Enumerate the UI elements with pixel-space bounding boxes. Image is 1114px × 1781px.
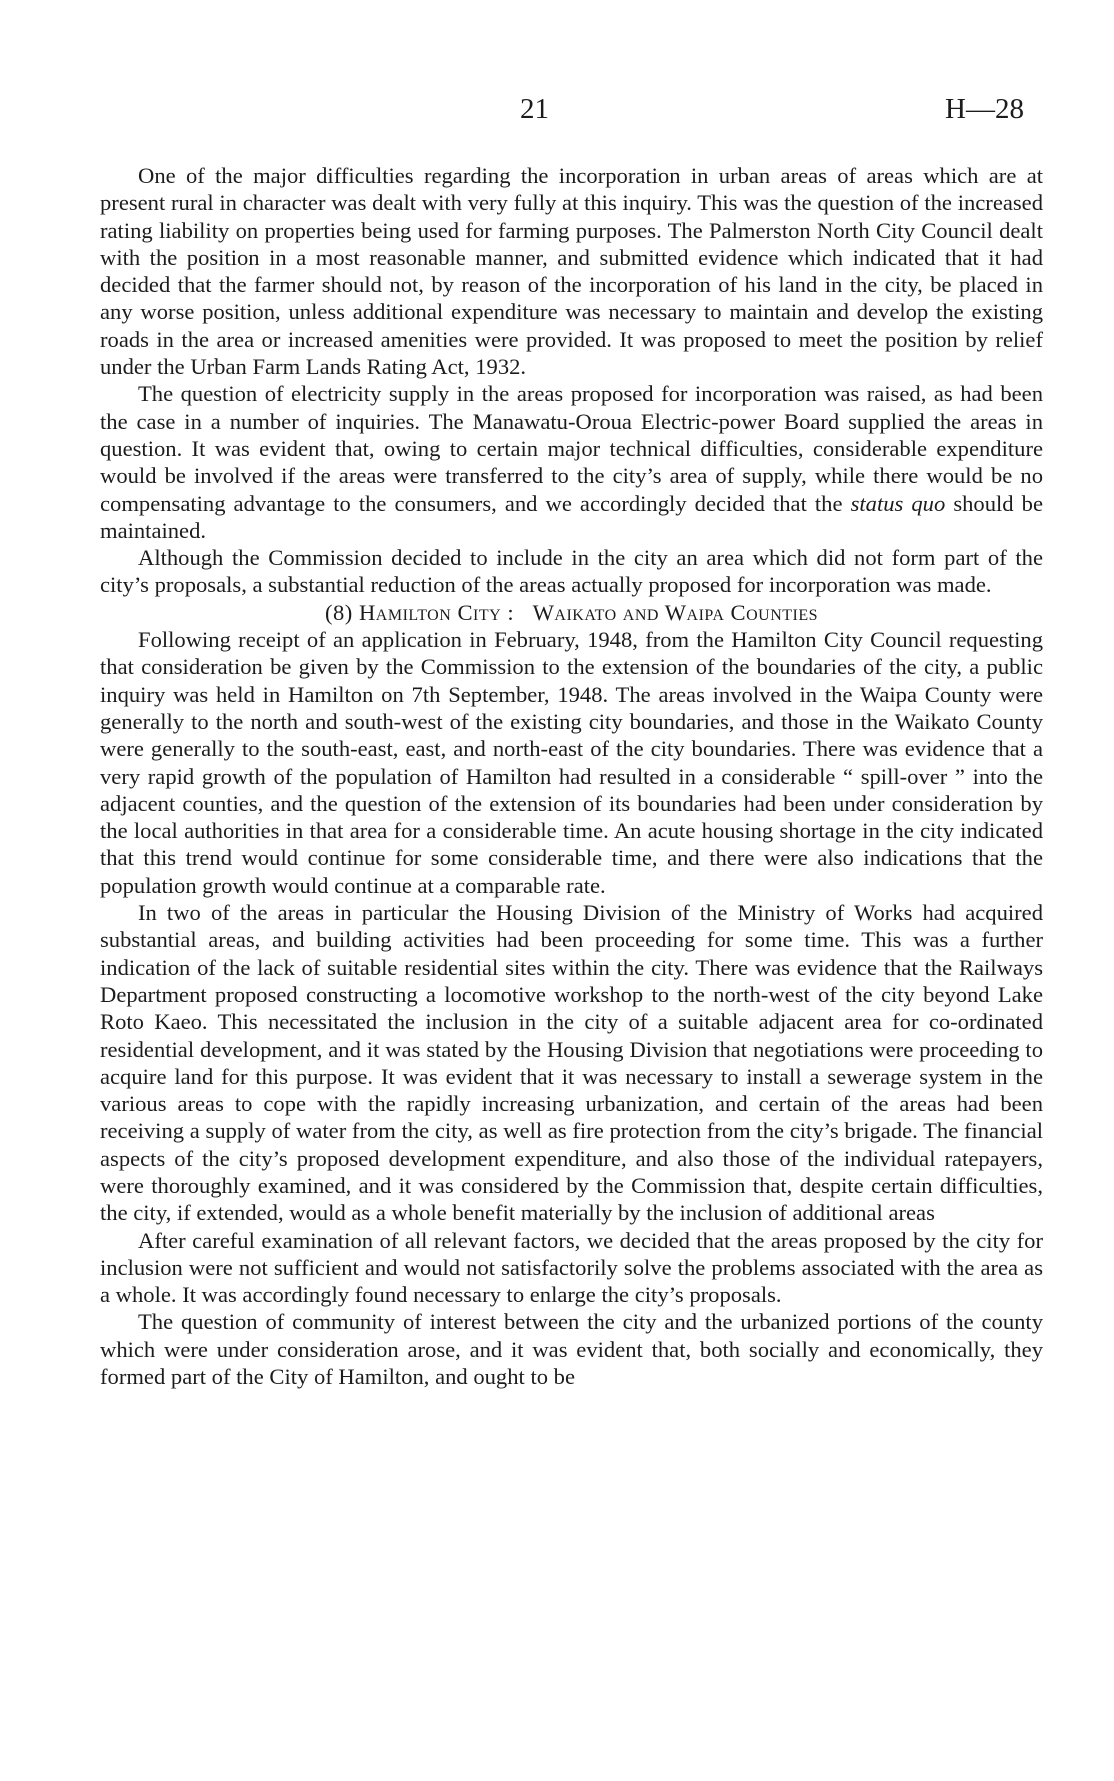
section-city: Hamilton City bbox=[358, 599, 502, 625]
status-quo-italic: status quo bbox=[850, 490, 946, 516]
section-separator: : bbox=[507, 599, 515, 625]
paragraph-community-of-interest: The question of community of interest between the city and the urbanized portions of the county which were under consideration arose, and it was evident that, both socially and economically, they formed part of the City of Hamilton, and ought to be bbox=[100, 1309, 1043, 1390]
document-reference: H—28 bbox=[945, 93, 1024, 125]
paragraph-housing-division: In two of the areas in particular the Housing Division of the Ministry of Works had acquired substantial areas, and building activities had been proceeding for some time. This was a further indication of the lack of suitable residential sites within the city. There was evidence that the Railways Department proposed constructing a locomotive workshop to the north-west of the city beyond Lake Roto Kaeo. This necessitated the inclusion in the city of a suitable adjacent area for co-ordinated residential development, and it was stated by the Housing Division that negotiations were proceeding to acquire land for this purpose. It was evident that it was necessary to install a sewerage system in the various areas to cope with the rapidly increasing urbanization, and certain of the areas had been receiving a supply of water from the city, as well as fire protection from the city’s brigade. The financial aspects of the city’s proposed development expenditure, and also those of the individual ratepayers, were thoroughly examined, and it was considered by the Commission that, despite certain difficulties, the city, if extended, would as a whole benefit materially by the inclusion of additional areas bbox=[100, 900, 1043, 1226]
paragraph-reduction: Although the Commission decided to include in the city an area which did not form part of the city’s proposals, a substantial reduction of the areas actually proposed for incorporation was made. bbox=[100, 545, 1043, 598]
paragraph-electricity-text: The question of electricity supply in the areas proposed for incorporation was raised, as had been the case in a number of inquiries. The Manawatu-Oroua Electric-power Board supplied the areas in question. It was evident that, owing to certain major technical difficulties, considerable expenditure would be involved if the areas were transferred to the city’s area of supply, while there would be no compensating advantage to the consumers, and we accordingly decided that the bbox=[100, 381, 1043, 516]
paragraph-electricity-end: should be maintained. bbox=[100, 490, 1043, 543]
section-number: (8) bbox=[324, 599, 353, 625]
page-number: 21 bbox=[520, 93, 549, 125]
paragraph-hamilton-application: Following receipt of an application in February, 1948, from the Hamilton City Council requesting that consideration be given by the Commission to the extension of the boundaries of the city, a public inquiry was held in Hamilton on 7th September, 1948. The areas involved in the Waipa County were generally to the north and south-west of the existing city boundaries, and those in the Waikato County were generally to the south-east, east, and north-east of the city boundaries. There was evidence that a very rapid growth of the population of Hamilton had resulted in a considerable “ spill-over ” into the adjacent counties, and the question of the extension of its boundaries had been under consideration by the local authorities in that area for a considerable time. An acute housing shortage in the city indicated that this trend would continue for some considerable time, and there were also indications that the population growth would continue at a comparable rate. bbox=[100, 627, 1043, 898]
paragraph-electricity-supply bbox=[100, 380, 1043, 544]
body-text bbox=[100, 162, 1043, 1390]
section-counties: Waikato and Waipa Counties bbox=[532, 599, 819, 625]
paragraph-careful-examination: After careful examination of all relevant factors, we decided that the areas proposed by the city for inclusion were not sufficient and would not satisfactorily solve the problems associated with the area as a whole. It was accordingly found necessary to enlarge the city’s proposals. bbox=[100, 1227, 1043, 1308]
page-header bbox=[0, 93, 1114, 133]
section-heading bbox=[100, 599, 1043, 626]
paragraph-rating-liability: One of the major difficulties regarding the incorporation in urban areas of areas which are at present rural in character was dealt with very fully at this inquiry. This was the question of the increased rating liability on properties being used for farming purposes. The Palmerston North City Council dealt with the position in a most reasonable manner, and submitted evidence which indicated that it had decided that the farmer should not, by reason of the incorporation of his land in the city, be placed in any worse position, unless additional expenditure was necessary to maintain and develop the existing roads in the area or increased amenities were provided. It was proposed to meet the position by relief under the Urban Farm Lands Rating Act, 1932. bbox=[100, 163, 1043, 380]
